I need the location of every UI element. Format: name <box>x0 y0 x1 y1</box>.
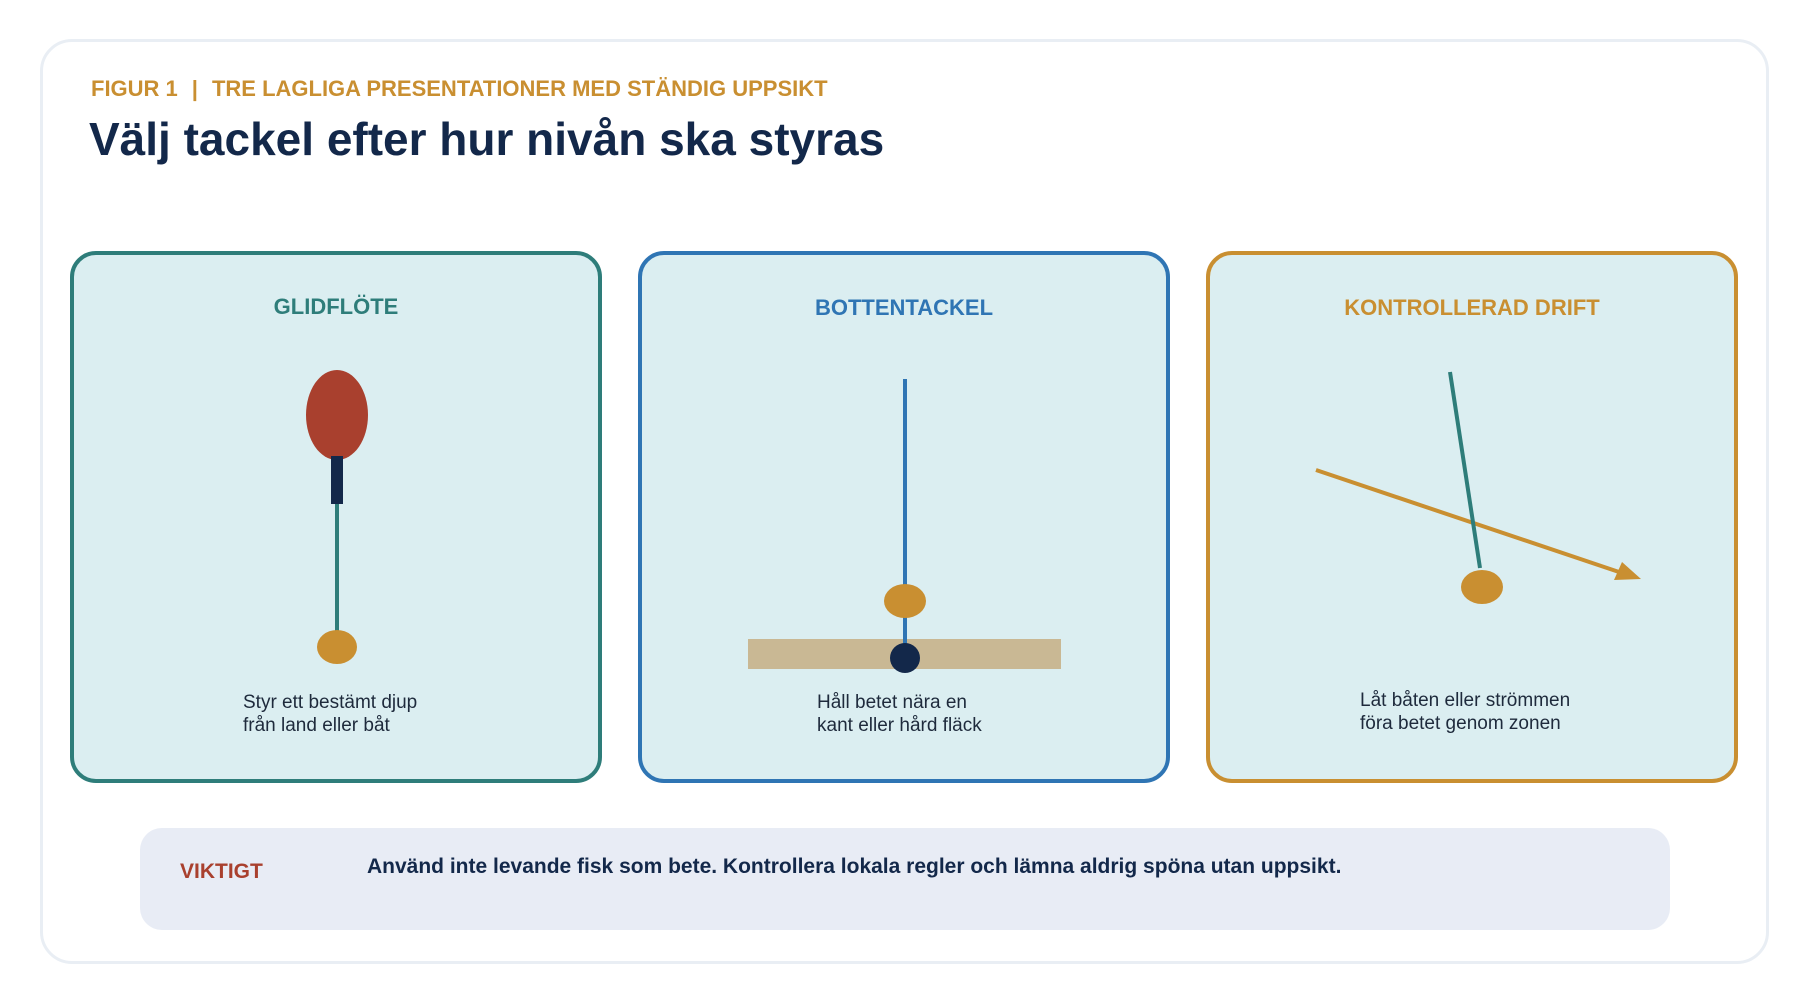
kicker-separator: | <box>191 76 198 101</box>
sinker-weight <box>890 643 920 673</box>
caption-line: kant eller hård fläck <box>817 715 982 736</box>
note-label: VIKTIGT <box>180 860 263 883</box>
kicker-text: TRE LAGLIGA PRESENTATIONER MED STÄNDIG UPPSIKT <box>211 76 828 101</box>
panel-controlled-drift <box>1206 251 1738 783</box>
caption-line: Håll betet nära en <box>817 692 967 713</box>
figure-label: FIGUR 1 <box>91 76 178 101</box>
panel-caption <box>1360 689 1570 735</box>
caption-line: Låt båten eller strömmen <box>1360 690 1571 711</box>
panel-caption <box>243 691 417 737</box>
panel-caption <box>817 691 982 737</box>
important-note <box>140 828 1670 930</box>
panel-slip-float <box>70 251 602 783</box>
caption-line: Styr ett bestämt djup <box>243 692 418 713</box>
caption-line: föra betet genom zonen <box>1360 713 1561 734</box>
page-title: Välj tackel efter hur nivån ska styras <box>89 113 885 165</box>
arrow-head-icon <box>1614 562 1641 580</box>
panel-title: GLIDFLÖTE <box>273 294 399 319</box>
bait <box>884 584 926 618</box>
float-stem <box>331 456 343 504</box>
caption-line: från land eller båt <box>243 715 390 736</box>
fishing-line <box>1450 372 1480 568</box>
bait <box>1461 570 1503 604</box>
float-body <box>306 370 368 460</box>
bait <box>317 630 357 664</box>
panel-title: BOTTENTACKEL <box>814 295 994 320</box>
figure-kicker <box>91 76 828 102</box>
panel-bottom-rig <box>638 251 1170 783</box>
note-text: Använd inte levande fisk som bete. Kontrollera lokala regler och lämna aldrig spöna utan uppsikt. <box>367 855 1342 878</box>
panel-title: KONTROLLERAD DRIFT <box>1344 295 1600 320</box>
